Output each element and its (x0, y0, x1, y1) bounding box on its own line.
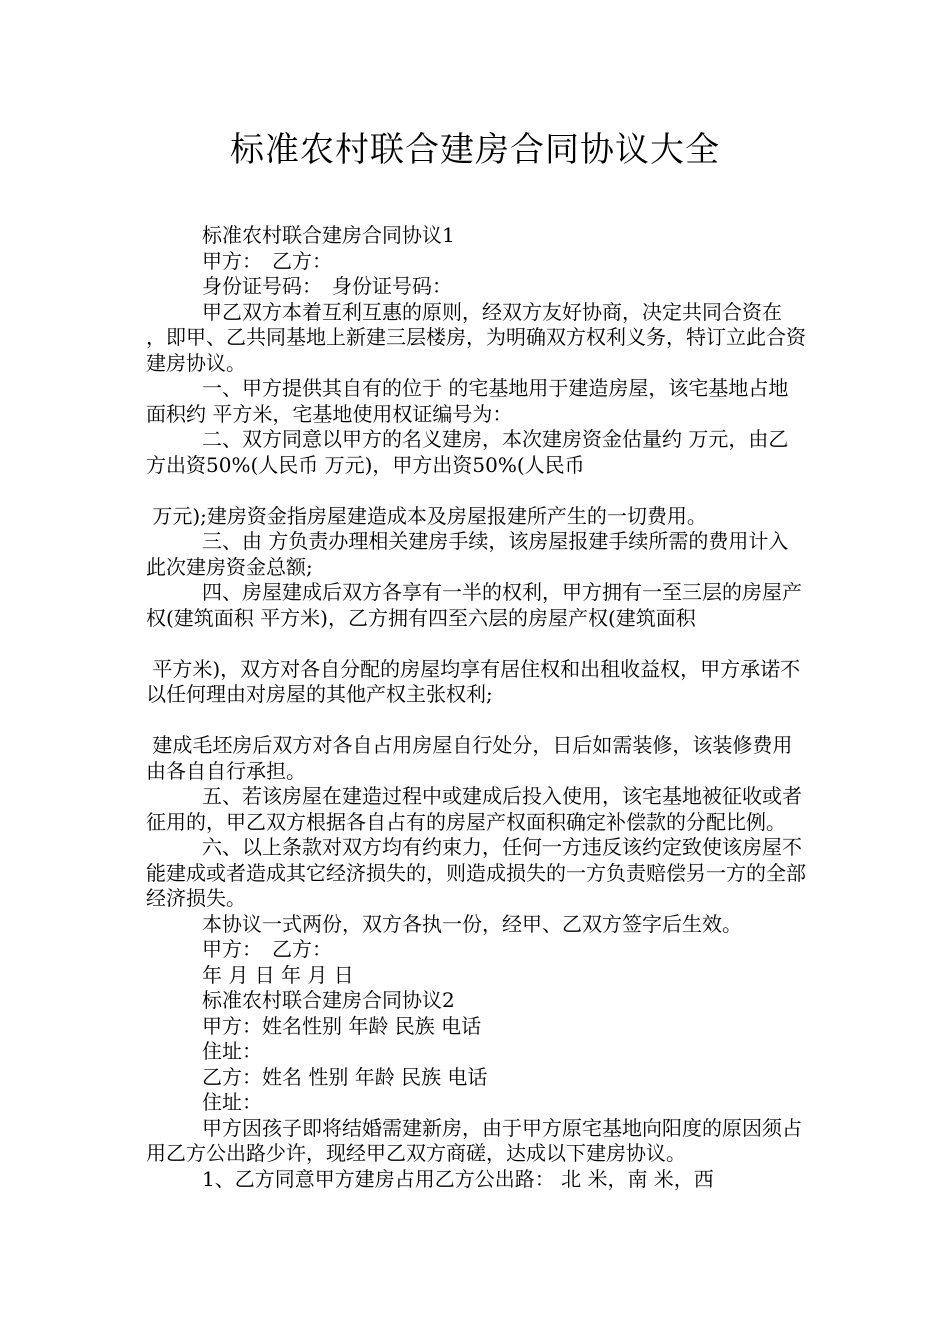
paragraph: 三、由 方负责办理相关建房手续，该房屋报建手续所需的费用计入此次建房资金总额; (146, 529, 789, 579)
paragraph: 建成毛坯房后双方对各自占用房屋自行处分，日后如需装修，该装修费用由各自自行承担。 (146, 733, 793, 783)
blank-line (146, 631, 806, 657)
paragraph: 住址： (202, 1090, 262, 1114)
paragraph: 甲方： 乙方： (202, 937, 332, 961)
paragraph: 四、房屋建成后双方各享有一半的权利，甲方拥有一至三层的房屋产权(建筑面积 平方米)，乙方拥有四至六层的房屋产权(建筑面积 (146, 580, 802, 630)
paragraph: 一、甲方提供其自有的位于 的宅基地用于建造房屋，该宅基地占地面积约 平方米，宅基地使用权证编号为： (146, 376, 789, 426)
paragraph: 1、乙方同意甲方建房占用乙方公出路： 北 米，南 米，西 (202, 1166, 714, 1191)
paragraph: 住址： (202, 1039, 262, 1063)
document-title: 标准农村联合建房合同协议大全 (230, 130, 720, 170)
paragraph: 六、以上条款对双方均有约束力，任何一方违反该约定致使该房屋不能建成或者造成其它经济损失的，则造成损失的一方负责赔偿另一方的全部经济损失。 (146, 835, 806, 910)
paragraph: 二、双方同意以甲方的名义建房，本次建房资金估量约 万元，由乙方出资50%(人民币 万元)，甲方出资50%(人民币 (146, 427, 789, 477)
paragraph: 标准农村联合建房合同协议2 (202, 988, 455, 1012)
paragraph: 平方米)，双方对各自分配的房屋均享有居住权和出租收益权，甲方承诺不以任何理由对房屋的其他产权主张权利; (146, 656, 801, 706)
paragraph: 乙方：姓名 性别 年龄 民族 电话 (202, 1064, 488, 1089)
paragraph: 甲方因孩子即将结婚需建新房，由于甲方原宅基地向阳度的原因须占用乙方公出路少许，现经甲乙双方商磋，达成以下建房协议。 (146, 1115, 802, 1165)
blank-line (146, 708, 806, 734)
paragraph: 身份证号码： 身份证号码： (202, 274, 452, 298)
paragraph: 年 月 日 年 月 日 (202, 962, 354, 987)
paragraph: 五、若该房屋在建造过程中或建成后投入使用，该宅基地被征收或者征用的，甲乙双方根据各自占有的房屋产权面积确定补偿款的分配比例。 (146, 784, 802, 834)
paragraph: 标准农村联合建房合同协议1 (202, 223, 455, 247)
paragraph: 甲方： 乙方： (202, 248, 332, 273)
paragraph: 万元);建房资金指房屋建造成本及房屋报建所产生的一切费用。 (146, 503, 707, 528)
paragraph: 甲乙双方本着互利互惠的原则，经双方友好协商，决定共同合资在 ，即甲、乙共同基地上新建三层楼房，为明确双方权利义务，特订立此合资建房协议。 (146, 299, 806, 375)
paragraph: 甲方：姓名性别 年龄 民族 电话 (202, 1013, 482, 1038)
paragraph: 本协议一式两份，双方各执一份，经甲、乙双方签字后生效。 (202, 911, 742, 936)
blank-line (146, 478, 806, 504)
document-body (146, 223, 806, 1192)
